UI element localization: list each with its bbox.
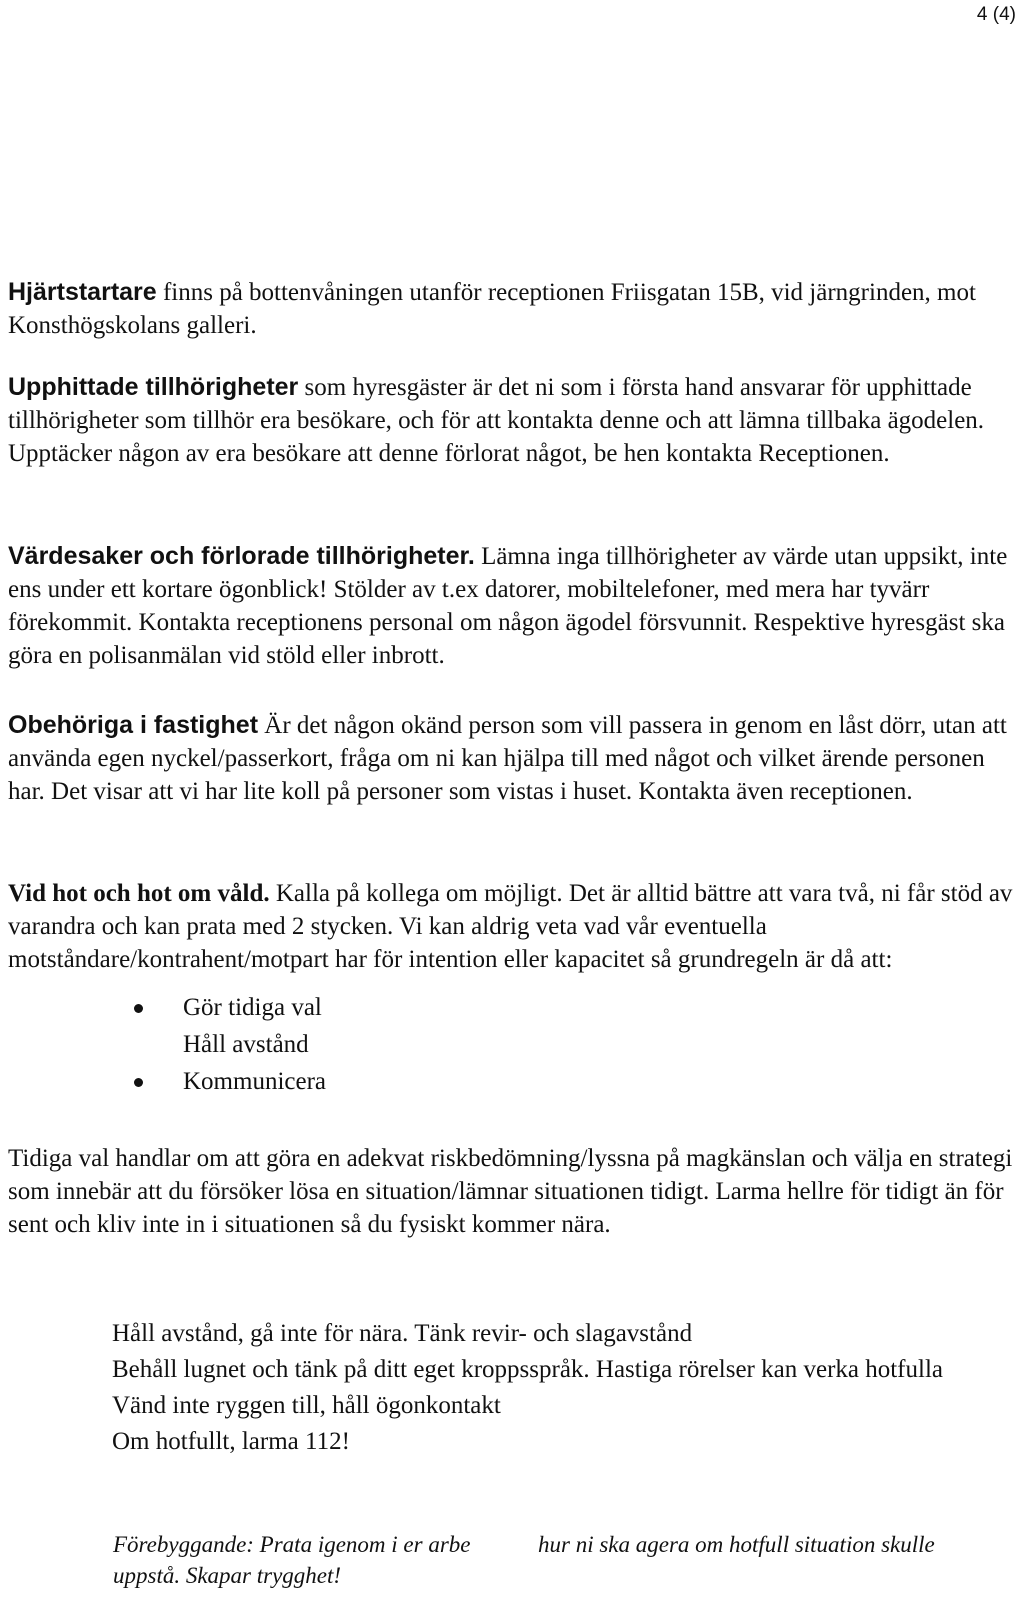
footer-note-right: hur ni ska agera om hotfull situation skulle — [538, 1532, 935, 1557]
list-item — [0, 1028, 600, 1061]
paragraph-found-items — [8, 371, 1016, 470]
text-valuables: Lämna inga tillhörigheter av värde utan uppsikt, inte ens under ett kortare ögonblick! Stölder av t.ex datorer, mobiltelefoner, med mera har tyvärr förekommit. Kontakta receptionens personal om någon ägodel försvunnit. Respektive hyresgäst ska göra en polisanmälan vid stöld eller inbrott. — [8, 543, 1008, 669]
advice-list — [112, 1317, 1012, 1458]
advice-item: Behåll lugnet och tänk på ditt eget kroppsspråk. Hastiga rörelser kan verka hotfulla — [112, 1356, 943, 1383]
paragraph-heart-starter — [8, 276, 1016, 342]
heading-unauthorized: Obehöriga i fastighet — [8, 711, 259, 739]
text-found-items: som hyresgäster är det ni som i första hand ansvarar för upphittade tillhörigheter som tillhör era besökare, och för att kontakta denne och att lämna tillbaka ägodelen. Upptäcker någon av era besökare att denne förlorat något, be hen kontakta Receptionen. — [8, 374, 985, 467]
page-number: 4 (4) — [976, 4, 1016, 25]
bullet-dot-icon — [134, 1004, 143, 1013]
text-threat: Kalla på kollega om möjligt. Det är alltid bättre att vara två, ni får stöd av varandra och kan prata med 2 stycken. Vi kan aldrig veta vad vår eventuella motståndare/kontrahent/motpart har för intention eller kapacitet så grundregeln är då att: — [8, 880, 1013, 973]
list-item-label: Gör tidiga val — [183, 994, 322, 1021]
paragraph-unauthorized — [8, 709, 1016, 808]
footer-note-left: Förebyggande: Prata igenom i er arbe uppstå. Skapar trygghet! — [113, 1532, 471, 1588]
list-item — [0, 991, 600, 1024]
paragraph-threat — [8, 877, 1016, 976]
bullet-dot-icon — [134, 1078, 143, 1087]
heading-found-items: Upphittade tillhörigheter — [8, 373, 299, 401]
paragraph-valuables — [8, 540, 1016, 672]
heading-valuables: Värdesaker och förlorade tillhörigheter. — [8, 542, 475, 570]
list-item — [0, 1065, 600, 1098]
advice-item: Vänd inte ryggen till, håll ögonkontakt — [112, 1392, 501, 1419]
list-item-label: Håll avstånd — [183, 1031, 309, 1058]
text-heart-starter: finns på bottenvåningen utanför receptionen Friisgatan 15B, vid järngrinden, mot Konsthögskolans galleri. — [8, 279, 976, 339]
advice-item: Håll avstånd, gå inte för nära. Tänk revir- och slagavstånd — [112, 1320, 693, 1347]
advice-item: Om hotfullt, larma 112! — [112, 1428, 350, 1455]
heading-heart-starter: Hjärtstartare — [8, 278, 157, 306]
heading-threat: Vid hot och hot om våld. — [8, 880, 270, 907]
paragraph-early-choices: Tidiga val handlar om att göra en adekvat riskbedömning/lyssna på magkänslan och välja en strategi som innebär att du försöker lösa en situation/lämnar situationen tidigt. Larma hellre för tidigt än för sent och kliv inte in i situationen så du fysiskt kommer nära. — [8, 1145, 1013, 1238]
list-item-label: Kommunicera — [183, 1068, 327, 1095]
text-unauthorized: Är det någon okänd person som vill passera in genom en låst dörr, utan att använda egen nyckel/passerkort, fråga om ni kan hjälpa till med något och vilket ärende personen har. Det visar att vi har lite koll på personer som vistas i huset. Kontakta även receptionen. — [8, 712, 1007, 805]
